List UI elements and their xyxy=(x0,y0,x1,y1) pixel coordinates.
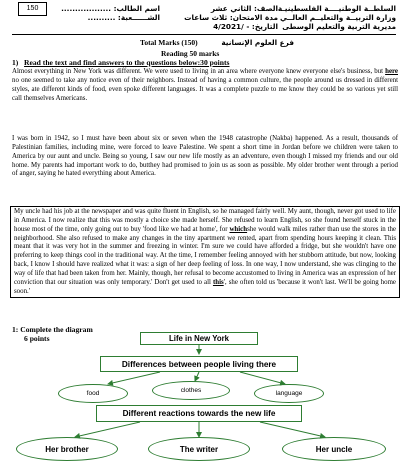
duration-label: مدة الامتحان: ثلاث ساعات xyxy=(184,13,278,22)
diagram-the-writer: The writer xyxy=(148,437,250,461)
task-points: 6 points xyxy=(24,334,50,343)
p3-text-a: My uncle had his job at the newspaper and was quite fluent in English, so he managed fairly well. My aunt, though, never got used to life in America. I now realize that this was mostly a choice she made herself. She refused to learn English, so she found herself stuck in the house most of the time, only going out to buy 'food like we had at home', for xyxy=(14,208,396,233)
total-marks: Total Marks (150) xyxy=(140,38,198,47)
grade-box: 150 xyxy=(18,2,47,16)
p3-which: which xyxy=(229,225,248,233)
branch-label: الشــــــعبة: .......... xyxy=(87,13,160,22)
instruction-text: Read the text and find answers to the questions below:30 points xyxy=(24,58,230,67)
task-title: 1: Complete the diagram xyxy=(12,325,93,334)
p1-here: here xyxy=(385,68,398,75)
arrow-diff-to-clothes xyxy=(195,372,199,381)
arrow-diff-to-language xyxy=(240,372,285,384)
diagram-life-in-new-york: Life in New York xyxy=(140,332,258,345)
date-label: التاريخ: - /4/2021 xyxy=(213,22,278,31)
arrow-reactions-to-brother xyxy=(75,422,140,437)
p3-text-b: she would walk miles rather than use the stores in the neighborhood. She also refused to make any changes in the tiny apartment we rented, apart from spending hours keeping it clean. This meant that it was very hot in the summer and freezing in winter. I'm sure we could have afforded a fridge, but she wouldn't have one preferring to keep things cool in the traditional way. At the time, I remember feeling annoyed with her stubborn attitude, but now, looking back, I know I should have realized what it was: a sign of her deep feeling of loss. In one way, I now understand, she was clinging to the way of life that had been taken from her. Mainly, though, her refusal to become accustomed to living in America was an expression of her conviction that our situation was only temporary.' Don't get used to all xyxy=(14,225,396,286)
diagram-reactions: Different reactions towards the new life xyxy=(96,405,302,422)
p3-this: this xyxy=(212,278,224,286)
question-number: 1) xyxy=(12,58,19,67)
ministry-line: وزارة التربيــة والتعليــم العالــي xyxy=(279,13,396,22)
diagram-language: language xyxy=(254,384,324,403)
diagram-food: food xyxy=(58,384,128,403)
diagram-clothes: clothes xyxy=(152,381,230,400)
diagram-her-brother: Her brother xyxy=(16,437,118,461)
directorate-line: مديرية التربية والتعليم الوسطى xyxy=(282,22,396,31)
p1-text-a: Almost everything in New York was different. We were used to living in an area where everyone knew everyone else's business, but xyxy=(12,68,386,75)
p1-text-b: no one seemed to take any notice even of their neighbors. Instead of having a common culture, the people around us dressed in different styles, ate different kinds of food, even spoke different languages. It was a complete puzzle to me know they could be so various yet still call themselves Americans. xyxy=(12,76,398,102)
diagram-her-uncle: Her uncle xyxy=(282,437,386,461)
diagram-differences: Differences between people living there xyxy=(100,356,298,372)
p3-text-c: ', she often told us 'because it won't last. We'll be going home soon.' xyxy=(14,278,396,295)
arrow-diff-to-food xyxy=(108,372,160,384)
arrow-reactions-to-uncle xyxy=(260,422,325,437)
paragraph-2: I was born in 1942, so I must have been about six or seven when the 1948 catastrophe (Nakba) happened. As a result, thousands of Palestinian families, including mine, were forced to leave Palestine. We spent a short time in Jordan before we children were taken to America by our aunt and uncle. Being so young, I saw our new life mostly as an adventure, even though I missed my friends and our old home. My parents had important work to do, butthey had promised to join us as soon as possible. My older brother went through a period of anger, saying he hated everything about America. xyxy=(12,135,398,178)
student-name-label: اسم الطالب: .................. xyxy=(61,4,160,13)
class-label: الصف: الثاني عشر xyxy=(210,4,278,13)
stream-label: فرع العلوم الإنسانية xyxy=(221,38,294,47)
authority-line: السلطــة الوطنيــــة الفلسطينيـة xyxy=(277,4,396,13)
reading-marks: Reading 50 marks xyxy=(161,49,220,58)
